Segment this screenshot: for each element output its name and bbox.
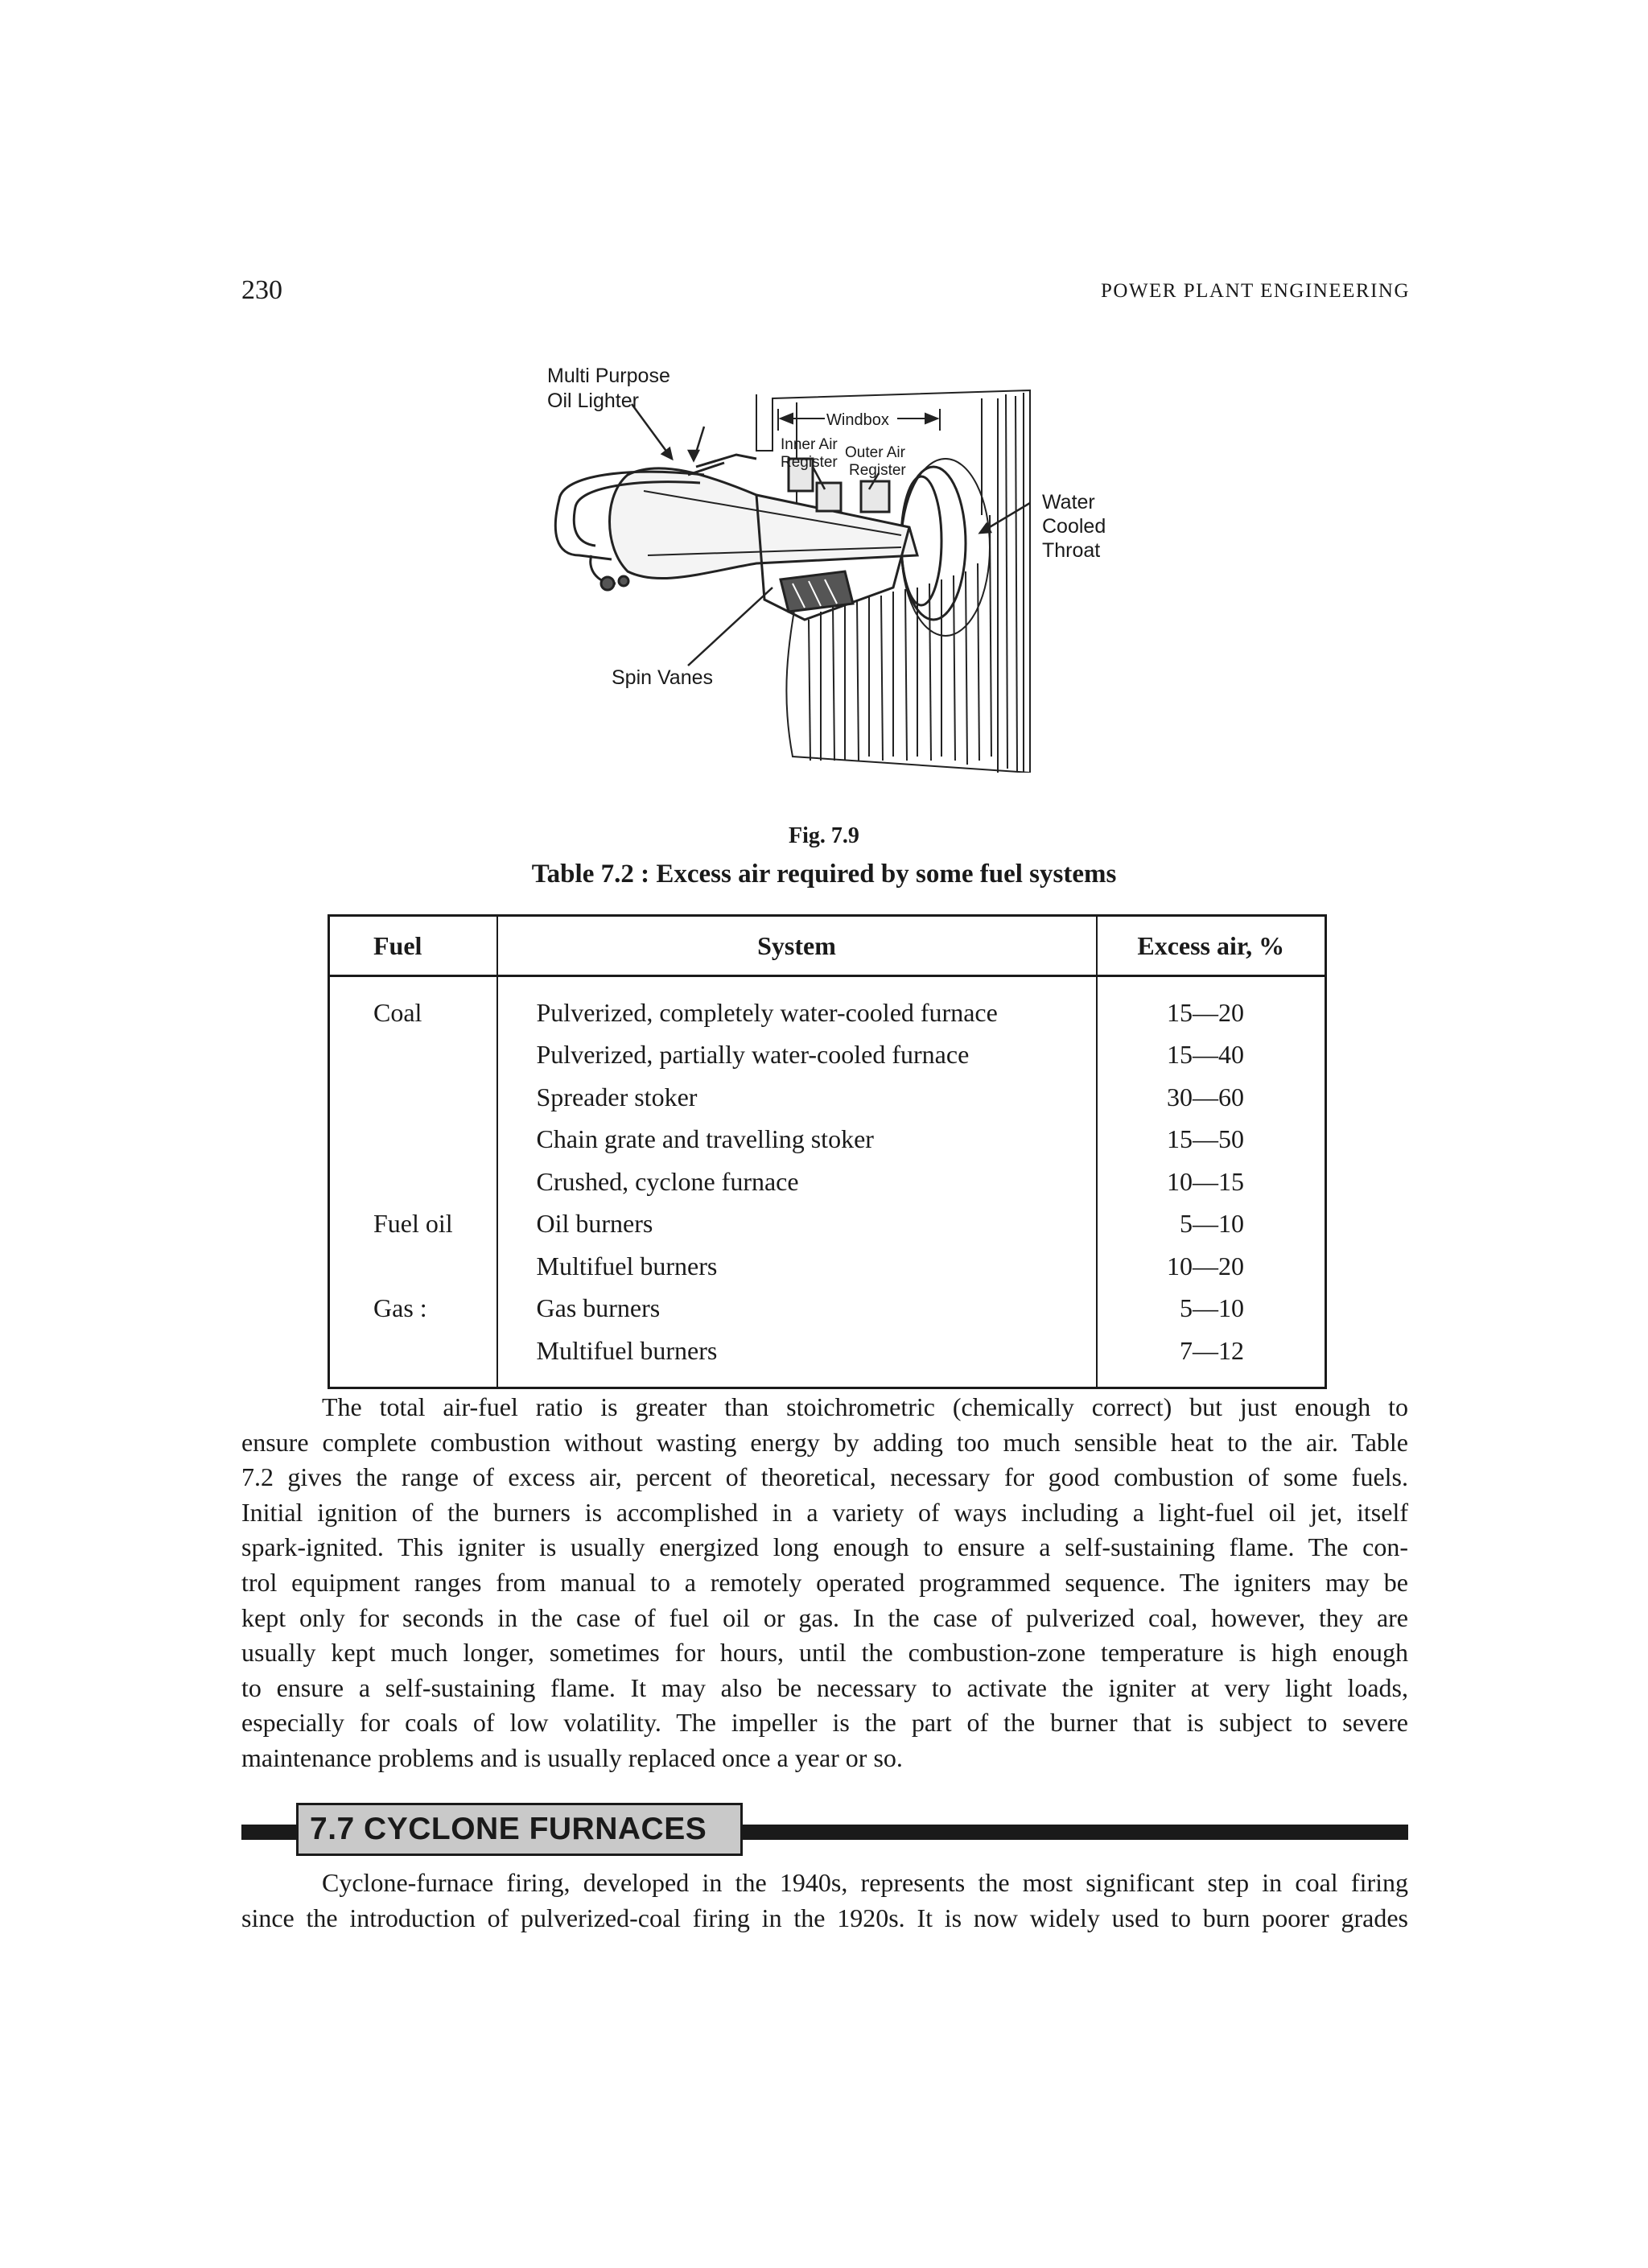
table-row xyxy=(329,1119,1326,1161)
label-outer-air-line2: Register xyxy=(849,462,906,479)
cell-system: Multifuel burners xyxy=(497,1245,1097,1288)
cell-fuel: Gas : xyxy=(329,1288,497,1330)
burner-figure xyxy=(515,354,1127,773)
paragraph-line: 7.2 gives the range of excess air, percent of theoretical, necessary for good combustion of some fuels. xyxy=(241,1462,1408,1492)
table-row xyxy=(329,1330,1326,1388)
cell-excess: 7—12 xyxy=(1097,1330,1326,1388)
section-heading-bar xyxy=(241,1803,1408,1861)
cell-system: Pulverized, partially water-cooled furnace xyxy=(497,1034,1097,1077)
paragraph-line: to ensure a self-sustaining flame. It may also be necessary to activate the igniter at very light loads, xyxy=(241,1672,1408,1702)
cell-excess: 15—40 xyxy=(1097,1034,1326,1077)
label-oil-lighter-line2: Oil Lighter xyxy=(547,390,639,412)
paragraph-line: Cyclone-furnace firing, developed in the 1940s, represents the most significant step in coal firing xyxy=(322,1868,1408,1897)
label-inner-air-line2: Register xyxy=(781,454,838,471)
cell-excess: 10—15 xyxy=(1097,1161,1326,1203)
cell-fuel xyxy=(329,1330,497,1388)
section-heading: 7.7 CYCLONE FURNACES xyxy=(296,1803,743,1856)
paragraph-line: maintenance problems and is usually replaced once a year or so. xyxy=(241,1742,903,1772)
paragraph-line: usually kept much longer, sometimes for hours, until the combustion-zone temperature is high enough xyxy=(241,1638,1408,1668)
label-windbox: Windbox xyxy=(826,411,889,429)
cell-system: Chain grate and travelling stoker xyxy=(497,1119,1097,1161)
table-caption: Table 7.2 : Excess air required by some fuel systems xyxy=(531,860,1117,889)
label-throat-line3: Throat xyxy=(1042,539,1101,562)
label-oil-lighter-line1: Multi Purpose xyxy=(547,365,670,387)
cell-excess: 15—50 xyxy=(1097,1119,1326,1161)
cell-system: Crushed, cyclone furnace xyxy=(497,1161,1097,1203)
table-row xyxy=(329,1161,1326,1203)
cell-excess: 5—10 xyxy=(1097,1203,1326,1246)
running-title: POWER PLANT ENGINEERING xyxy=(1100,280,1410,302)
label-inner-air-line1: Inner Air xyxy=(781,436,838,453)
label-throat-line1: Water xyxy=(1042,491,1095,513)
paragraph-line: especially for coals of low volatility. The impeller is the part of the burner that is subject to severe xyxy=(241,1708,1408,1738)
cell-fuel: Fuel oil xyxy=(329,1203,497,1246)
body-paragraph-air-fuel xyxy=(241,1390,1408,1776)
figure-caption: Fig. 7.9 xyxy=(789,823,859,848)
cell-system: Pulverized, completely water-cooled furnace xyxy=(497,976,1097,1034)
excess-air-table xyxy=(328,914,1327,1389)
table-row xyxy=(329,1245,1326,1288)
cell-system: Gas burners xyxy=(497,1288,1097,1330)
cell-fuel xyxy=(329,1076,497,1119)
burner-diagram xyxy=(515,354,1127,773)
cell-excess: 30—60 xyxy=(1097,1076,1326,1119)
cell-system: Oil burners xyxy=(497,1203,1097,1246)
cell-excess: 5—10 xyxy=(1097,1288,1326,1330)
table-row xyxy=(329,1076,1326,1119)
table-row xyxy=(329,1034,1326,1077)
cell-fuel xyxy=(329,1119,497,1161)
paragraph-line: The total air-fuel ratio is greater than stoichrometric (chemically correct) but just enough to xyxy=(322,1392,1408,1421)
spin-vanes xyxy=(781,571,853,612)
label-throat-line2: Cooled xyxy=(1042,515,1106,538)
cell-fuel xyxy=(329,1161,497,1203)
paragraph-line: Initial ignition of the burners is accomplished in a variety of ways including a light-fuel oil jet, itself xyxy=(241,1497,1408,1527)
paragraph-line: since the introduction of pulverized-coal firing in the 1920s. It is now widely used to burn poorer grades xyxy=(241,1903,1408,1932)
paragraph-line: kept only for seconds in the case of fuel oil or gas. In the case of pulverized coal, however, they are xyxy=(241,1602,1408,1632)
cell-excess: 10—20 xyxy=(1097,1245,1326,1288)
table-row xyxy=(329,1288,1326,1330)
paragraph-line: ensure complete combustion without wasting energy by adding too much sensible heat to the air. Table xyxy=(241,1427,1408,1457)
header-fuel: Fuel xyxy=(329,916,497,976)
cell-system: Multifuel burners xyxy=(497,1330,1097,1388)
cell-fuel xyxy=(329,1034,497,1077)
table-header-row xyxy=(329,916,1326,976)
label-spin-vanes: Spin Vanes xyxy=(612,666,714,689)
cell-excess: 15—20 xyxy=(1097,976,1326,1034)
cell-system: Spreader stoker xyxy=(497,1076,1097,1119)
cell-fuel xyxy=(329,1245,497,1288)
paragraph-line: spark-ignited. This igniter is usually energized long enough to ensure a self-sustaining flame. The con- xyxy=(241,1532,1408,1562)
label-outer-air-line1: Outer Air xyxy=(845,444,905,461)
page-number: 230 xyxy=(241,275,282,305)
table-row xyxy=(329,976,1326,1034)
paragraph-line: trol equipment ranges from manual to a remotely operated programmed sequence. The igniters may be xyxy=(241,1567,1408,1597)
header-system: System xyxy=(497,916,1097,976)
header-excess-air: Excess air, % xyxy=(1097,916,1326,976)
table-row xyxy=(329,1203,1326,1246)
cell-fuel: Coal xyxy=(329,976,497,1034)
body-paragraph-cyclone xyxy=(241,1866,1408,1936)
